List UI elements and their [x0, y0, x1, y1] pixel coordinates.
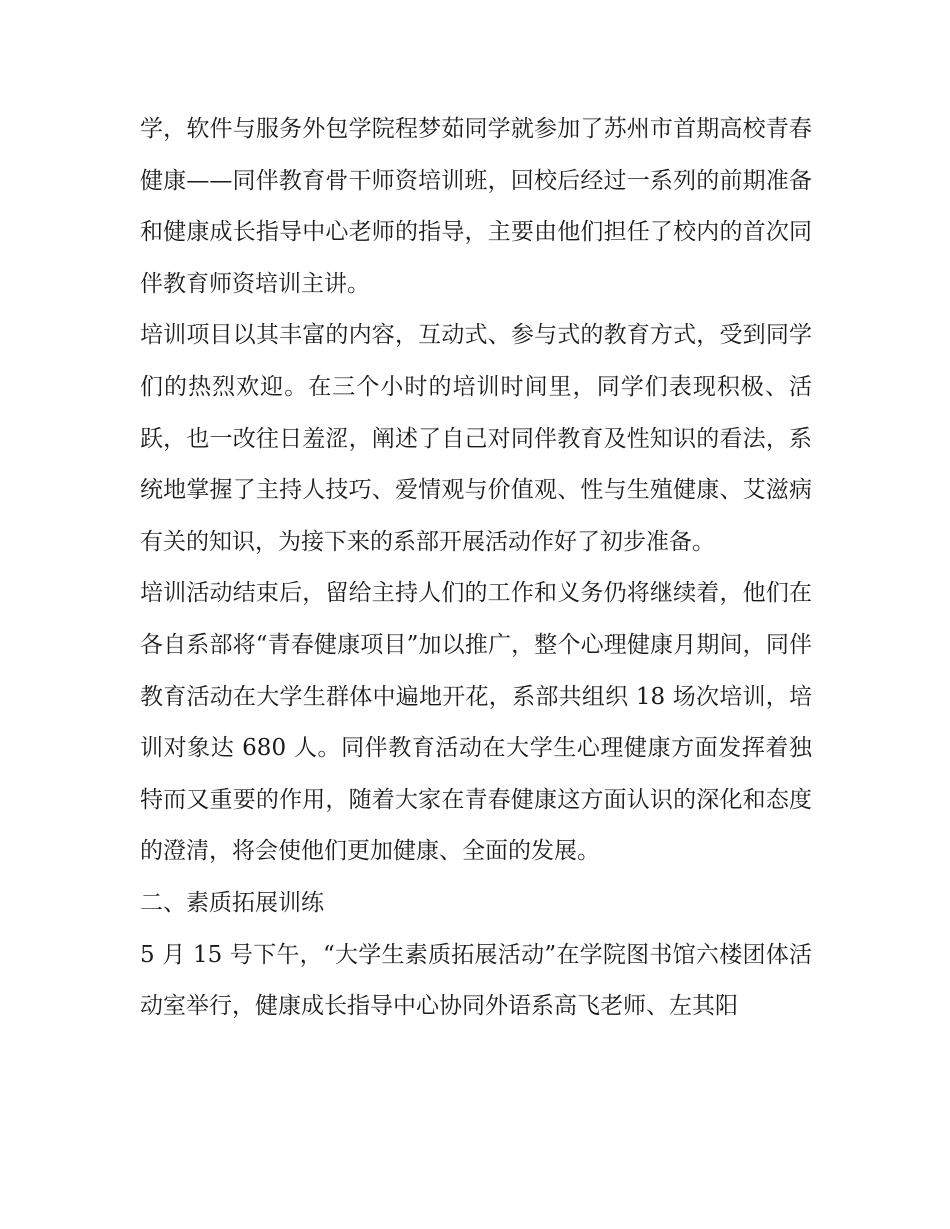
paragraph-activity-promotion: 培训活动结束后，留给主持人们的工作和义务仍将继续着，他们在各自系部将“青春健康项目”加以推广，整个心理健康月期间，同伴教育活动在大学生群体中遍地开花，系部共组织 18 场次培训，培训对象达 680 人。同伴教育活动在大学生心理健康方面发挥着独特而又重要的作用，随着大家在青春健康这方面认识的深化和态度的澄清，将会使他们更加健康、全面的发展。 [140, 580, 812, 865]
section-heading-quality-expansion: 二、素质拓展训练 [140, 889, 324, 916]
paragraph-peer-education-training: 学，软件与服务外包学院程梦茹同学就参加了苏州市首期高校青春健康——同伴教育骨干师资培训班，回校后经过一系列的前期准备和健康成长指导中心老师的指导，主要由他们担任了校内的首次同伴教育师资培训主讲。 [140, 116, 812, 297]
paragraph-training-reception: 培训项目以其丰富的内容，互动式、参与式的教育方式，受到同学们的热烈欢迎。在三个小时的培训时间里，同学们表现积极、活跃，也一改往日羞涩，阐述了自己对同伴教育及性知识的看法，系统地掌握了主持人技巧、爱情观与价值观、性与生殖健康、艾滋病有关的知识，为接下来的系部开展活动作好了初步准备。 [140, 322, 812, 555]
paragraph-quality-expansion-activity: 5 月 15 号下午，“大学生素质拓展活动”在学院图书馆六楼团体活动室举行，健康成长指导中心协同外语系高飞老师、左其阳 [140, 941, 812, 1020]
document-body [140, 104, 812, 1033]
